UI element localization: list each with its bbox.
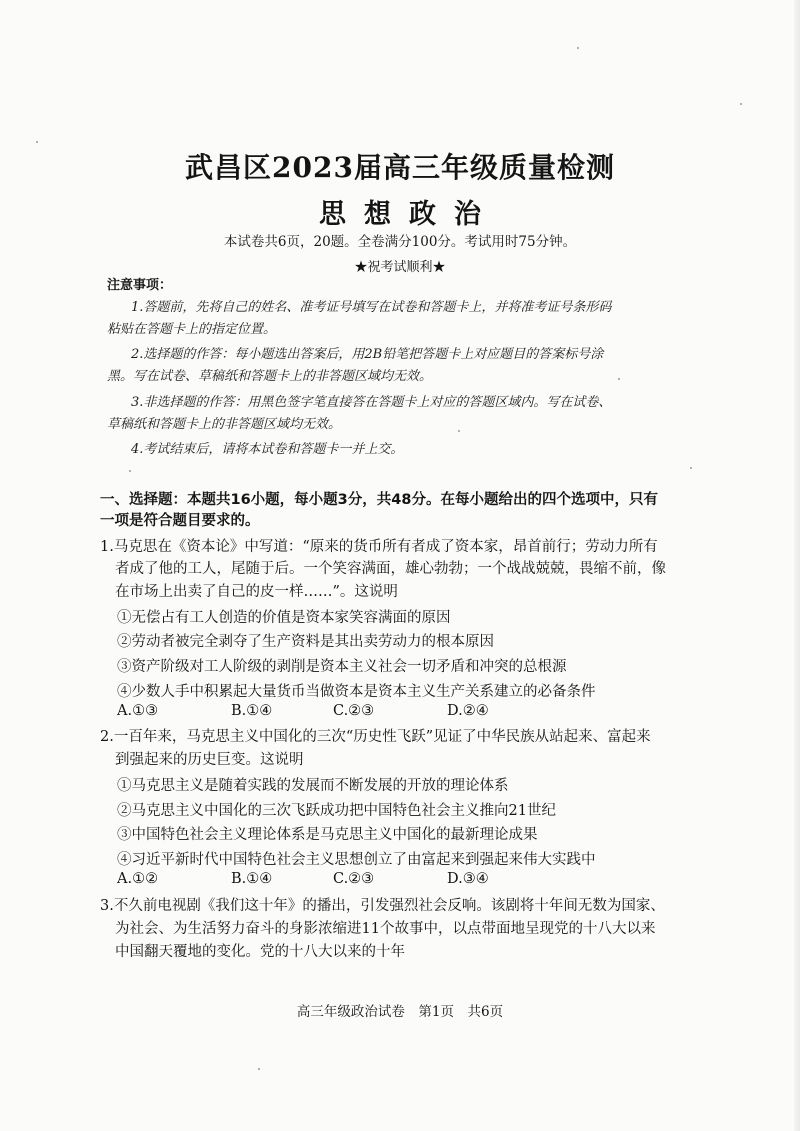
question-2-item: ②马克思主义中国化的三次飞跃成功把中国特色社会主义推向21世纪	[117, 803, 556, 819]
question-2-stem: 2.一百年来，马克思主义中国化的三次“历史性飞跃”见证了中华民族从站起来、富起来	[100, 729, 651, 745]
section-heading-cont: 一项是符合题目要求的。	[100, 513, 260, 529]
scan-speck	[36, 141, 38, 143]
notice-line: 4.考试结束后，请将本试卷和答题卡一并上交。	[131, 442, 404, 457]
section-heading: 一、选择题：本题共16小题，每小题3分，共48分。在每小题给出的四个选项中，只有	[100, 492, 658, 508]
notice-line: 草稿纸和答题卡上的非答题区域均无效。	[107, 417, 342, 432]
question-1-option-c: C.②③	[333, 703, 375, 719]
notice-line: 黑。写在试卷、草稿纸和答题卡上的非答题区域均无效。	[107, 369, 433, 384]
blessing: ★祝考试顺利★	[354, 260, 446, 275]
page-footer: 高三年级政治试卷 第1页 共6页	[296, 1004, 504, 1020]
question-2-item: ④习近平新时代中国特色社会主义思想创立了由富起来到强起来伟大实践中	[117, 852, 596, 868]
question-2-option-b: B.①④	[231, 871, 273, 887]
notice-line: 3.非选择题的作答：用黑色签字笔直接答在答题卡上对应的答题区域内。写在试卷、	[131, 395, 612, 410]
scan-speck	[690, 467, 692, 469]
question-2-option-d: D.③④	[447, 871, 489, 887]
question-1-stem: 者成了他的工人，尾随于后。一个笑容满面，雄心勃勃；一个战战兢兢，畏缩不前，像	[115, 561, 666, 577]
question-1-option-d: D.②④	[447, 703, 489, 719]
question-1-option-a: A.①③	[117, 703, 159, 719]
question-3-stem: 3.不久前电视剧《我们这十年》的播出，引发强烈社会反响。该剧将十年间无数为国家、	[100, 898, 665, 914]
scan-speck	[129, 470, 131, 472]
question-2-stem: 到强起来的历史巨变。这说明	[115, 752, 304, 768]
scan-speck	[740, 103, 742, 105]
question-3-stem: 为社会、为生活努力奋斗的身影浓缩进11个故事中，以点带面地呈现党的十八大以来	[115, 921, 656, 937]
scan-speck	[258, 1068, 260, 1070]
question-1-item: ①无偿占有工人创造的价值是资本家笑容满面的原因	[117, 610, 451, 626]
question-1-item: ④少数人手中积累起大量货币当做资本是资本主义生产关系建立的必备条件	[117, 684, 596, 700]
question-2-option-c: C.②③	[333, 871, 375, 887]
notice-line: 粘贴在答题卡上的指定位置。	[107, 322, 277, 337]
question-2-option-a: A.①②	[117, 871, 159, 887]
scan-speck	[618, 378, 620, 380]
question-1-stem: 在市场上出卖了自己的皮一样……”。这说明	[115, 584, 398, 600]
question-1-item: ②劳动者被完全剥夺了生产资料是其出卖劳动力的根本原因	[117, 634, 494, 650]
exam-title: 武昌区2023届高三年级质量检测	[185, 151, 615, 184]
question-1-option-b: B.①④	[231, 703, 273, 719]
notice-line: 1.答题前，先将自己的姓名、准考证号填写在试卷和答题卡上，并将准考证号条形码	[131, 300, 612, 315]
scan-speck	[577, 47, 579, 49]
notice-line: 2.选择题的作答：每小题选出答案后，用2B铅笔把答题卡上对应题目的答案标号涂	[131, 347, 604, 362]
notice-heading: 注意事项：	[107, 278, 173, 293]
subject-title: 思想政治	[319, 199, 499, 230]
question-2-item: ①马克思主义是随着实践的发展而不断发展的开放的理论体系	[117, 778, 509, 794]
scan-speck	[458, 430, 460, 432]
exam-info: 本试卷共6页，20题。全卷满分100分。考试用时75分钟。	[223, 234, 577, 250]
question-2-item: ③中国特色社会主义理论体系是马克思主义中国化的最新理论成果	[117, 827, 538, 843]
question-3-stem: 中国翻天覆地的变化。党的十八大以来的十年	[115, 944, 405, 960]
question-1-stem: 1.马克思在《资本论》中写道：“原来的货币所有者成了资本家，昂首前行；劳动力所有	[100, 539, 658, 555]
question-1-item: ③资产阶级对工人阶级的剥削是资本主义社会一切矛盾和冲突的总根源	[117, 659, 567, 675]
